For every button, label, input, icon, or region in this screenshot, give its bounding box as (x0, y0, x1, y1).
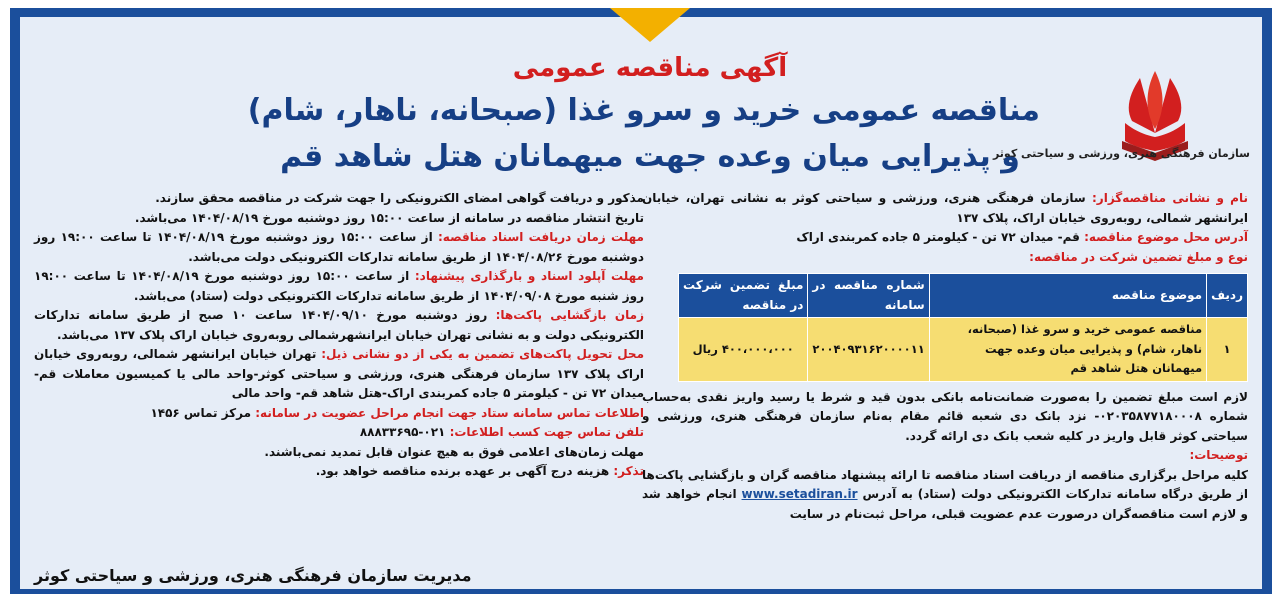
notes-paragraph (642, 466, 1248, 525)
opening-time-text: روز دوشنبه مورخ ۱۴۰۴/۰۹/۱۰ ساعت ۱۰ صبح از طریق سامانه تدارکات الکترونیکی دولت و به نشانی تهران خیابان ایرانشهرشمالی روبه‌روی خیابان اراک پلاک ۱۳۷ می‌باشد. (34, 308, 644, 342)
table-row (679, 318, 1248, 382)
tenderer-text: سازمان فرهنگی هنری، ورزشی و سیاحتی کوثر به نشانی تهران، خیابان ایرانشهر شمالی، روبه‌روی خیابان اراک، پلاک ۱۳۷ (642, 191, 1248, 225)
guarantee-heading (642, 248, 1248, 268)
notice-subtitle-line2: و پذیرایی میان وعده جهت میهمانان هتل شاهد قم (280, 139, 1020, 174)
site-address-text: قم- میدان ۷۲ تن - کیلومتر ۵ جاده کمربندی اراک (796, 230, 1085, 244)
table-header-cell: موضوع مناقصه (929, 274, 1206, 318)
document-deadline-paragraph (34, 228, 644, 267)
table-cell: ۲۰۰۴۰۹۳۱۶۲۰۰۰۰۱۱ (808, 318, 929, 382)
table-header-row (679, 274, 1248, 318)
notice-frame (10, 8, 1272, 594)
notice-title: آگهی مناقصه عمومی (512, 53, 788, 83)
table-header-cell: شماره مناقصه در سامانه (808, 274, 929, 318)
setadiran-link[interactable]: www.setadiran.ir (741, 487, 858, 501)
signature-footer: مدیریت سازمان فرهنگی هنری، ورزشی و سیاحتی کوثر (34, 566, 472, 585)
notice-body (20, 17, 1262, 589)
table-header-cell: ردیف (1207, 274, 1248, 318)
org-logo-text: سازمان فرهنگی هنری، ورزشی و سیاحتی کوثر (992, 147, 1250, 160)
site-address-label: آدرس محل موضوع مناقصه: (1084, 230, 1248, 244)
reminder-text: هزینه درج آگهی بر عهده برنده مناقصه خواهد بود. (315, 464, 614, 478)
publish-date-text: تاریخ انتشار مناقصه در سامانه از ساعت ۱۵:۰۰ روز دوشنبه مورخ ۱۴۰۴/۰۸/۱۹ می‌باشد. (134, 210, 644, 225)
notes-text-after: انجام خواهد شد و لازم است مناقصه‌گران درصورت عدم عضویت قبلی، مراحل ثبت‌نام در سایت (642, 487, 1248, 521)
table-cell: ۱ (1207, 318, 1248, 382)
tender-table (678, 273, 1248, 382)
site-address-paragraph (642, 228, 1248, 248)
setad-contact-label: اطلاعات تماس سامانه ستاد جهت انجام مراحل عضویت در سامانه: (255, 405, 644, 420)
upload-deadline-paragraph (34, 267, 644, 306)
reminder-label: تذکر: (613, 464, 644, 478)
table-cell: مناقصه عمومی خرید و سرو غذا (صبحانه، ناهار، شام) و پذیرایی میان وعده جهت میهمانان هتل شاهد قم (929, 318, 1206, 382)
notes-label: توضیحات: (1189, 448, 1248, 462)
no-extension-text: مهلت زمان‌های اعلامی فوق به هیچ عنوان قابل تمدید نمی‌باشند. (264, 444, 644, 459)
tenderer-label: نام و نشانی مناقصه‌گزار: (1092, 191, 1248, 205)
delivery-place-text: تهران خیابان ایرانشهر شمالی، روبه‌روی خیابان اراک پلاک ۱۳۷ سازمان فرهنگی هنری، ورزشی و سیاحتی کوثر-واحد مالی یا کمیسیون معاملات قم- میدان ۷۲ تن - کیلومتر ۵ جاده کمربندی اراک-هتل شاهد قم- واحد مالی (34, 347, 645, 400)
setad-contact-text: مرکز تماس ۱۴۵۶ (150, 405, 256, 420)
delivery-place-label: محل تحویل پاکت‌های تضمین به یکی از دو نشانی ذیل: (321, 347, 644, 361)
setad-contact-paragraph (34, 404, 644, 424)
upload-deadline-text: از ساعت ۱۵:۰۰ روز دوشنبه مورخ ۱۴۰۴/۰۸/۱۹ تا ساعت ۱۹:۰۰ روز شنبه مورخ ۱۴۰۴/۰۹/۰۸ از طریق سامانه تدارکات الکترونیکی دولت (ستاد) می‌باشد. (34, 269, 644, 303)
top-triangle-decoration (610, 8, 690, 42)
phone-paragraph (34, 423, 644, 443)
guarantee-label: نوع و مبلغ تضمین شرکت در مناقصه: (1029, 249, 1248, 264)
table-header-cell: مبلغ تضمین شرکت در مناقصه (679, 274, 808, 318)
opening-time-label: زمان بازگشایی پاکت‌ها: (495, 308, 644, 322)
document-deadline-label: مهلت زمان دریافت اسناد مناقصه: (438, 230, 644, 244)
tulip-book-icon (1070, 63, 1240, 193)
tenderer-paragraph (642, 189, 1248, 228)
certificate-text: مذکور و دریافت گواهی امضای الکترونیکی را جهت شرکت در مناقصه محقق سازند. (155, 191, 644, 205)
notes-text-before: کلیه مراحل برگزاری مناقصه از دریافت اسناد مناقصه تا ارائه پیشنهاد مناقصه گران و بازگشایی پاکت‌ها از طریق درگاه سامانه تدارکات الکترونیکی دولت (ستاد) به آدرس (642, 467, 1248, 501)
reminder-paragraph (34, 462, 644, 482)
guarantee-text: لازم است مبلغ تضمین را به‌صورت ضمانت‌نامه بانکی بدون قید و شرط یا رسید واریز نقدی به‌حساب شماره ۰۲۰۳۵۸۷۷۱۸۰۰۰۸- نزد بانک دی شعبه قائم مقام به‌نام سازمان فرهنگی هنری، ورزشی و سیاحتی کوثر قابل واریز در کلیه شعب بانک دی ارائه گردد. (642, 389, 1248, 443)
phone-text: ۰۲۱-۸۸۸۳۳۶۹۵ (359, 425, 450, 439)
left-column (34, 189, 644, 482)
opening-time-paragraph (34, 306, 644, 345)
upload-deadline-label: مهلت آپلود اسناد و بارگذاری پیشنهاد: (414, 269, 644, 283)
document-deadline-text: از ساعت ۱۵:۰۰ روز دوشنبه مورخ ۱۴۰۴/۰۸/۱۹ تا ساعت ۱۹:۰۰ روز دوشنبه مورخ ۱۴۰۴/۰۸/۲۶ از طریق سامانه تدارکات الکترونیکی دولت می‌باشد. (34, 230, 644, 264)
notice-subtitle-line1: مناقصه عمومی خرید و سرو غذا (صبحانه، ناهار، شام) (247, 93, 1040, 128)
right-column (642, 189, 1248, 524)
table-cell: ۴۰۰،۰۰۰،۰۰۰ ریال (679, 318, 808, 382)
phone-label: تلفن تماس جهت کسب اطلاعات: (449, 425, 644, 439)
delivery-place-paragraph (34, 345, 644, 404)
notes-heading (642, 446, 1248, 466)
